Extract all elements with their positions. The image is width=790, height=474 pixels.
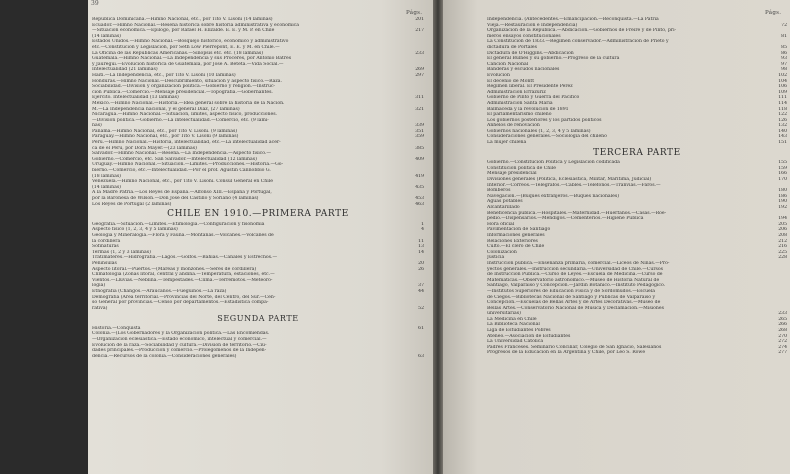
toc-entry-page: 272 — [778, 339, 787, 345]
toc-list-segunda-parte — [92, 326, 424, 360]
toc-entry-page: 277 — [778, 350, 787, 356]
toc-entry-text: República Dominicana.—Himno Nacional, etc., por Tito V. Lisoni (14 láminas) — [92, 17, 273, 22]
toc-entry-page: 52 — [418, 305, 424, 311]
toc-entry-text: Balmaceda y la revolución de 1891 — [487, 106, 569, 112]
toc-entry-page: 11 — [418, 238, 424, 244]
toc-entry-text: Colonización — [487, 249, 517, 255]
toc-entry-text: —Organización eclesiástica.—Estado económico, intelectual y comercial.— — [92, 337, 267, 343]
toc-entry-page: 321 — [415, 106, 424, 112]
toc-entry-page: 111 — [778, 95, 787, 101]
toc-entry-text: Evolución de la raza.—Sociabilidad y cultura.—División de territorio.—Ciu- — [92, 342, 267, 348]
toc-entry-page: 26 — [418, 266, 424, 272]
toc-entry-page: 266 — [778, 322, 787, 328]
toc-entry-text: logía) — [92, 283, 106, 289]
right-toc — [487, 17, 787, 356]
section-title-segunda-parte: SEGUNDA PARTE — [217, 314, 299, 324]
toc-entry-text: dencia.—Recursos de la colonia.—Consideraciones generales) — [92, 353, 237, 359]
toc-entry-text: Progresos de la Educación en la Argentina y Chile, por Leo S. Rowe — [487, 350, 646, 356]
toc-entry-text: (14 láminas) — [92, 33, 121, 39]
toc-entry-text: Dictadura de O'Higgins.—Abdicación — [487, 50, 574, 56]
toc-entry-text: Liga de Estudiantes Pobres — [487, 328, 551, 334]
toc-entry-page: 85 — [781, 44, 787, 50]
toc-entry-text: Nicaragua.—Himno Nacional.—Situación, límites, aspecto físico, producciones. — [92, 112, 278, 118]
toc-entry-page: 155 — [778, 160, 787, 166]
toc-entry-text: La Oficina de las Repúblicas Americanas.—Sinopsis etc. etc. (18 láminas) — [92, 50, 264, 56]
toc-entry-text: M.—La Independencia nacional, y el general Díaz, (27 láminas) — [92, 106, 240, 112]
toc-entry-page: 151 — [778, 140, 787, 146]
toc-entry-page: 37 — [418, 283, 424, 289]
toc-entry-text: Gobierno.—Constitución Política y Legislación codificada — [487, 160, 620, 166]
toc-entry-text: Vieja.—Restauración é Independencia) — [487, 22, 578, 28]
toc-entry-text: Geografía.—Situación.—Límites.—Etimología.—Configuración y fisonomía — [92, 221, 265, 227]
toc-entry-text: la cordillera — [92, 238, 121, 244]
toc-entry-page: 104 — [778, 78, 787, 84]
toc-entry-text: Instrucción pública.—Enseñanza primaria, comercial.—Liceos de Niñas.—Pro- — [487, 260, 670, 266]
toc-entry-page: 143 — [778, 134, 787, 140]
toc-entry-page: 208 — [778, 232, 787, 238]
pags-label: Págs. — [406, 10, 423, 16]
toc-entry-text: Evolución — [487, 72, 510, 78]
toc-entry-text: A la Madre Patria.—Los Reyes de España.—Alfonso XIII.—España y Portugal, — [92, 190, 272, 196]
toc-entry-text: Pavimentación de Santiago — [487, 227, 551, 233]
toc-entry-text: (14 láminas) — [92, 184, 121, 190]
toc-entry-text: Culto.—El clero de Chile — [487, 244, 545, 250]
toc-entry-page: 44 — [418, 288, 424, 294]
toc-entry-text: Mensaje presidencial — [487, 171, 537, 177]
toc-entry-text: Aspecto litoral.—Puertos.—(Mareas y monzones.—Seres de cordillera) — [92, 266, 257, 272]
toc-entry-page: 419 — [415, 173, 424, 179]
toc-entry-text: Ejército. Intelectualidad (13 láminas) — [92, 95, 179, 101]
toc-entry-text: so General por provincias.—Censo por departamentos.—Estadística compa- — [92, 300, 269, 306]
toc-entry-page: 186 — [778, 193, 787, 199]
toc-entry-page: 159 — [778, 165, 787, 171]
toc-entry-page: 98 — [781, 67, 787, 73]
toc-entry-text: (18 láminas) — [92, 173, 121, 179]
toc-entry-text: Anhelos de renovación — [487, 123, 540, 129]
toc-entry-page: 126 — [778, 117, 787, 123]
toc-entry-page: 166 — [778, 171, 787, 177]
toc-list-tercera-parte — [487, 160, 787, 356]
toc-entry-page: 86 — [781, 50, 787, 56]
toc-entry-page: 435 — [415, 184, 424, 190]
toc-entry-text: ción Pública.—Comercio.—Mensaje presidencial.—Topografía.—Gobernantes. — [92, 89, 273, 95]
toc-entry-text: Justicia — [487, 255, 505, 261]
toc-entry-page: 63 — [418, 353, 424, 359]
toc-entry-page: 140 — [778, 128, 787, 134]
toc-entry-text: Panamá.—Himno Nacional, etc., por Tito V. Lisoni. (9 láminas) — [92, 128, 238, 134]
toc-entry-page: 265 — [778, 316, 787, 322]
toc-entry-text: Navegación.—(Buques extranjeros.—Buques nacionales) — [487, 193, 620, 199]
toc-entry-text: Venezuela.—Himno Nacional, etc., por Tito V. Lisoni. Cónsul General en Chile — [92, 179, 273, 185]
toc-entry-text: Constitución política de Chile — [487, 165, 556, 171]
toc-entry-text: pedio.—Dispensarios.—Mendigos.—Cementerios.—Higiene Pública — [487, 216, 644, 222]
toc-entry-text: El general Bulnes y su gobierno.—Progreso de la cultura — [487, 56, 620, 62]
toc-entry-text: Matemáticas.—Observatorio astronómico.—Museo de Historia Natural de — [487, 277, 660, 283]
toc-entry-text: Santiago, Valparaíso y Concepción.—Jardín Botánico.—Instituto Pedagógico. — [487, 283, 666, 289]
toc-entry-text: —Institutos Superiores de Educación Física y de Sordomudos.—Escuela — [487, 288, 655, 294]
toc-entry-page: 385 — [415, 145, 424, 151]
toc-entry-page: 216 — [778, 244, 787, 250]
section-title-primera-parte: CHILE EN 1910.—PRIMERA PARTE — [167, 209, 349, 220]
toc-entry-page: 212 — [778, 238, 787, 244]
toc-entry-text: Gobiernos nacionales (1, 2, 3, 4 y 5 láminas) — [487, 128, 591, 134]
toc-entry-text: Uruguay.—Himno Nacional.—Situación.—Límites.—Producciones.—Historia.—Go- — [92, 162, 284, 168]
toc-entry-text: Demografía (Área territorial.—Provincias del Norte, del Centro, del Sur.—Cen- — [92, 294, 276, 300]
toc-entry-page: 61 — [418, 325, 424, 331]
toc-entry-text: universitarias) — [487, 311, 521, 317]
right-page — [443, 0, 790, 474]
toc-entry-page: 270 — [778, 333, 787, 339]
toc-entry-text: Administración Errázuriz — [487, 89, 546, 95]
toc-entry-text: Beneficencia pública.—Hospitales.—Maternidad.—Huérfanos.—Casas.—Roe- — [487, 210, 667, 216]
toc-entry-text: Geología y Mineralogía.—Flora y Fauna.—Montañas.—Volcanes.—Volcanes de — [92, 232, 274, 238]
toc-entry-text: El decenio de Montt — [487, 78, 535, 84]
toc-entry-text: Salvador.—Himno Nacional.—Reseña.—La Independencia.—Aspecto físico.— — [92, 151, 271, 157]
toc-entry-text: Alcantarillado — [487, 205, 520, 210]
toc-entry-text: La Constitución de 1833.—Régimen conservador.—Administración de Prieto y — [487, 39, 669, 45]
toc-entry-text: Consideraciones generales.—Sociología del chileno — [487, 134, 607, 140]
toc-entry — [487, 350, 787, 356]
toc-entry-page: 114 — [778, 100, 787, 106]
toc-entry-text: Interior.—Correos.—Telégrafos.—Cables.—Teléfonos.—Tranvías.—Faros.— — [487, 182, 661, 188]
toc-entry-text: yectos generales.—Instrucción secundaria.—Universidad de Chile.—Cursos — [487, 266, 663, 272]
section-title-tercera-parte: TERCERA PARTE — [593, 147, 681, 158]
toc-entry-text: Concepción.—Escuelas de Bellas Artes y de Artes Decorativas.—Museo de — [487, 300, 661, 306]
toc-entry-text: Los gobiernos posteriores y los partidos políticos — [487, 117, 602, 123]
toc-entry-page: 14 — [418, 249, 424, 255]
toc-list-countries — [92, 17, 424, 207]
toc-entry-text: —Situación económica.—Epílogo, por Rafael H. Elizalde. E. E. y M. P. en Chile — [92, 28, 275, 34]
toc-entry-page: 106 — [778, 84, 787, 90]
toc-entry-page: 194 — [778, 216, 787, 222]
toc-entry-text: Gobierno.—Comercio, etc. San Salvador.—Intelectualidad (12 láminas) — [92, 156, 257, 162]
toc-entry-text: Etnografía (Changos.—Araucanos.—Fueguinos.—La raza) — [92, 288, 227, 294]
toc-entry-text: nas) — [92, 123, 102, 129]
toc-entry-text: Régimen liberal. El Presidente Pérez — [487, 84, 573, 90]
toc-entry-text: Hora oficial — [487, 221, 515, 227]
toc-entry-page: 192 — [778, 205, 787, 210]
toc-entry-text: y Jáuregui.—Evolución histórica de Guatemala, por José A. Beteta.—Vida Social.— — [92, 61, 284, 67]
toc-entry — [92, 202, 424, 208]
toc-entry-text: bierno.—Comercio, etc.—Intelectualidad.—Por el prof. Agustín Cannobbio G. — [92, 168, 271, 174]
toc-entry — [92, 306, 424, 312]
toc-entry-page: 102 — [778, 72, 787, 78]
toc-entry-text: Vientos.—Lluvias.—Neblina.—Tempestades.—Clima.—Terremotos.—Meteoro- — [92, 277, 273, 283]
toc-entry-text: Termas (1, 2 y 3 láminas) — [92, 249, 151, 255]
toc-entry-text: meros ensayos constitucionales — [487, 33, 561, 39]
toc-entry-page: 206 — [778, 227, 787, 233]
toc-entry-text: Aspecto físico (1, 2, 3, 4 y 5 láminas) — [92, 227, 178, 233]
toc-entry-page: 297 — [415, 72, 424, 78]
toc-entry-page: 20 — [418, 260, 424, 266]
toc-entry-page: 201 — [415, 17, 424, 22]
toc-entry-page: 122 — [778, 112, 787, 118]
toc-entry-page: 97 — [781, 61, 787, 67]
toc-entry-page: 268 — [778, 328, 787, 334]
toc-entry-page: 311 — [415, 95, 424, 101]
toc-entry-text: Independencia. (Antecedentes.—Emancipación.—Reconquista.—La Patria — [487, 17, 659, 22]
toc-entry-page: 13 — [418, 244, 424, 250]
toc-entry-text: Aguas potables — [487, 199, 523, 205]
toc-entry-text: Intelectualidad (21 láminas) — [92, 67, 158, 73]
toc-entry-text: Haití.—La Independencia, etc., por Tito V. Lisoni (10 láminas) — [92, 72, 236, 78]
toc-entry-text: Divisiones generales (Política, Eclesiástica, Militar, Marítima, Judicial) — [487, 177, 652, 183]
toc-entry-text: Climatología (Zonas litoral, central y andina.—Temperatura, estaciones, etc.— — [92, 272, 275, 278]
toc-entry-text: Relaciones Exteriores — [487, 238, 538, 244]
toc-entry-text: La mujer chilena — [487, 140, 527, 146]
toc-list-history — [487, 17, 787, 146]
toc-entry-text: de Instrucción Pública.—Curso de Leyes.—Escuela de Medicina.—Curso de — [487, 272, 663, 278]
toc-entry-text: Historia.—Conquista — [92, 325, 141, 331]
toc-entry-page: 180 — [778, 188, 787, 194]
toc-entry-page: 1 — [421, 221, 424, 227]
toc-entry-page: 351 — [415, 128, 424, 134]
left-page — [88, 0, 433, 474]
toc-entry-text: Administración Santa María — [487, 100, 553, 106]
pags-label: Págs. — [765, 10, 782, 16]
toc-entry-page: 118 — [778, 106, 787, 112]
toc-entry-page: 269 — [415, 67, 424, 73]
toc-entry-text: Estados Unidos.—Himno Nacional.—Bosquejo histórico, económico y administrativo — [92, 39, 289, 45]
toc-entry — [487, 140, 787, 146]
toc-entry-page: 233 — [415, 50, 424, 56]
toc-entry-page: 81 — [781, 33, 787, 39]
toc-entry-page: 170 — [778, 177, 787, 183]
toc-entry-page: 359 — [415, 134, 424, 140]
toc-entry-page: 339 — [415, 123, 424, 129]
toc-entry-text: dades principales.—Producción y comercio.—Prolegómenos de la Indepen- — [92, 348, 267, 354]
toc-entry-text: Los Reyes de Portugal (2 láminas) — [92, 201, 172, 207]
toc-entry-text: —División política.—Gobierno.—La intelectualidad.—Comercio, etc. (9 lámi- — [92, 117, 269, 123]
toc-entry-page: 453 — [415, 196, 424, 201]
toc-entry-text: Guatemala.—Himno Nacional.—La Independencia y sus Próceres, por Antonio Batres — [92, 56, 292, 62]
page-number: 39 — [91, 0, 99, 7]
toc-entry-text: Penínsulas — [92, 260, 117, 266]
toc-entry-text: La Medicina en Chile — [487, 316, 537, 322]
toc-entry — [92, 354, 424, 360]
toc-entry-text: Honduras.—Himno Nacional.—Descubrimiento, situación y aspecto físico.—Raza. — [92, 78, 282, 84]
toc-entry-page: 217 — [415, 28, 424, 34]
toc-entry-page: 72 — [781, 22, 787, 28]
toc-entry-page: 274 — [778, 344, 787, 350]
toc-entry-text: Ateneo.—Asociación de Estudiantes — [487, 333, 571, 339]
toc-entry-page: 190 — [778, 199, 787, 205]
toc-entry-text: Sociabilidad.—División y organización política.—Gobierno y religión.—Instruc- — [92, 84, 276, 90]
toc-entry-page: 409 — [415, 156, 424, 162]
toc-list-primera-parte — [92, 222, 424, 312]
toc-entry-page: 228 — [778, 255, 787, 261]
toc-entry-text: Perú.—Himno Nacional.—Historia, intelectualidad, etc.—La intelectualidad acer- — [92, 140, 281, 146]
toc-entry-text: Bomberos — [487, 188, 511, 194]
toc-entry-text: Informaciones generales — [487, 232, 545, 238]
toc-entry-text: Canción Nacional — [487, 61, 529, 67]
toc-entry-text: ca de el Perú, por Dora Mayer.—(23 láminas) — [92, 145, 197, 151]
toc-entry-page: 4 — [421, 227, 424, 233]
toc-entry-text: Padres Franceses. Seminario Conciliar, Colegio de San Ignacio, Salesianos — [487, 344, 662, 350]
toc-entry-text: dictadura de Portales — [487, 44, 537, 50]
left-toc — [92, 17, 424, 359]
toc-entry-text: etc.—Constitución y Legislación, por Seth Low Pierrepont, E. E. y M. en Chile.— — [92, 44, 280, 50]
toc-entry-text: Bellas Artes.—Conservatorio Nacional de Música y Declamación.—Misiones — [487, 305, 664, 311]
toc-entry-text: Sofinaturas — [92, 244, 119, 250]
toc-entry-page: 132 — [778, 123, 787, 129]
toc-entry-text: Ecuador.—Himno Nacional.—Reseña histórica sobre historia administrativa y económica — [92, 22, 299, 28]
toc-entry-text: Tratimáteres.—Hidrografía.—Lagos.—Golfos.—Bahías.—Canales y Estrechos.— — [92, 255, 278, 261]
book-gutter — [433, 0, 443, 474]
toc-entry-page: 225 — [778, 249, 787, 255]
toc-entry-text: Colonia.—(Los Gobernadores y la Organización política.—Las Encomiendas. — [92, 331, 270, 337]
toc-entry-text: de Ciegos.—Bibliotecas Nacional de Santiago y Públicas de Valparaíso y — [487, 294, 656, 300]
toc-entry-text: La Universidad Católica — [487, 339, 544, 345]
toc-entry-page: 463 — [415, 201, 424, 207]
toc-entry-text: Paraguay.—Himno Nacional, etc., por Tito V. Lisoni (9 láminas) — [92, 134, 239, 140]
toc-entry-page: 205 — [778, 221, 787, 227]
toc-entry-text: Organización de la República.—Abdicación.—Gobiernos de Freire y de Pinto, pri- — [487, 28, 677, 34]
toc-entry-text: Banderas y escudos nacionales — [487, 67, 560, 73]
toc-entry-text: por la Baronesa de Wilson.—Don José del Castillo y Soriano (4 láminas) — [92, 196, 259, 201]
toc-entry-page: 233 — [778, 311, 787, 317]
toc-entry-text: Gobierno de Pinto y Guerra del Pacífico — [487, 95, 580, 101]
toc-entry-text: México.—Himno Nacional.—Historia.—Idea general sobre la historia de la Nación. — [92, 100, 285, 106]
toc-entry-page: 93 — [781, 56, 787, 62]
toc-entry-text: La Biblioteca Nacional — [487, 322, 540, 328]
toc-entry-text: rativa) — [92, 305, 108, 311]
toc-entry-page: 109 — [778, 89, 787, 95]
toc-entry-text: El parlamentarismo chileno — [487, 112, 552, 118]
